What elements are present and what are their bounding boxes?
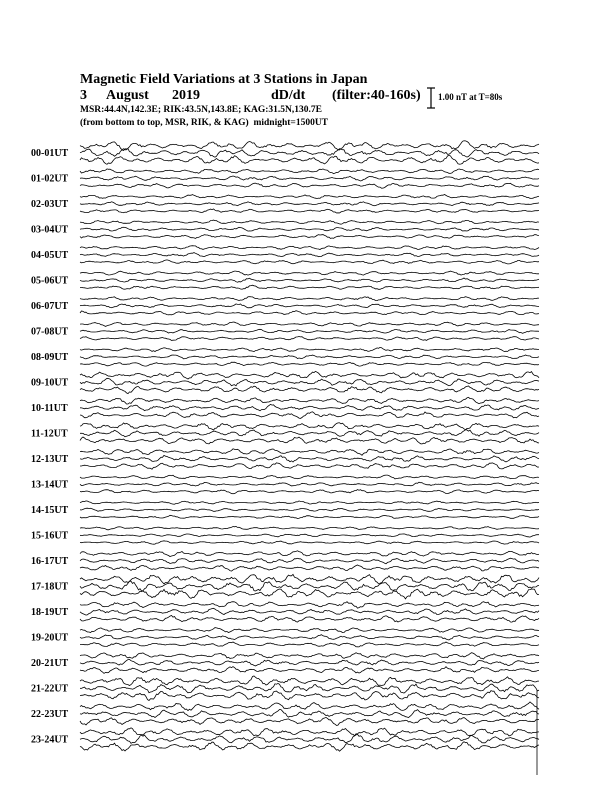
trace-kag [80,475,539,479]
quantity-label: dD/dt [271,88,306,103]
trace-msr [80,337,539,341]
trace-kag [80,397,539,404]
trace-rik [80,430,539,437]
trace-kag [80,297,539,301]
trace-rik [80,304,539,308]
scale-bar [427,88,435,108]
hour-label: 03-04UT [31,224,69,236]
trace-rik [80,635,539,640]
trace-msr [80,541,539,544]
order-note: (from bottom to top, MSR, RIK, & KAG) [80,118,249,128]
hour-label: 19-20UT [31,632,69,644]
hour-label: 22-23UT [31,709,69,720]
trace-kag [80,628,539,633]
hour-label: 00-01UT [31,148,69,159]
date-day: 3 [80,88,87,103]
trace-kag [80,371,539,379]
trace-kag [80,322,539,326]
trace-rik [80,659,539,666]
trace-kag [80,220,539,224]
trace-kag [80,423,539,430]
hour-label: 04-05UT [31,250,69,261]
trace-rik [80,278,539,282]
hour-label: 17-18UT [31,581,69,593]
hour-label: 08-09UT [31,352,69,363]
hour-label: 05-06UT [31,275,69,287]
midnight-note: midnight=1500UT [253,118,329,128]
trace-rik [80,149,539,158]
trace-msr [80,260,539,264]
trace-kag [80,602,539,608]
trace-kag [80,169,539,174]
hour-label: 10-11UT [31,403,68,414]
trace-kag [80,195,539,199]
trace-msr [80,717,539,725]
chart-title: Magnetic Field Variations at 3 Stations in Japan [80,72,368,87]
trace-kag [80,653,539,659]
trace-msr [80,616,539,623]
trace-kag [80,574,539,584]
trace-msr [80,742,539,752]
trace-rik [80,176,539,181]
trace-rik [80,355,539,359]
trace-msr [80,463,539,469]
trace-kag [80,449,539,456]
trace-kag [80,551,539,557]
trace-rik [80,202,539,206]
hour-label: 23-24UT [31,734,69,746]
trace-msr [80,589,539,599]
trace-msr [80,235,539,239]
hour-label: 02-03UT [31,199,69,210]
trace-msr [80,412,539,419]
station-coordinates: MSR:44.4N,142.3E; RIK:43.5N,143.8E; KAG:31.5N,130.7E [80,105,322,115]
trace-rik [80,253,539,257]
trace-rik [80,455,539,462]
hour-label: 18-19UT [31,607,69,618]
trace-msr [80,565,539,571]
filter-label: (filter:40-160s) [332,88,421,103]
trace-kag [80,246,539,250]
trace-rik [80,734,539,743]
trace-rik [80,482,539,486]
trace-kag [80,728,539,736]
trace-msr [80,362,539,366]
date-month: August [106,88,149,103]
hour-label: 14-15UT [31,505,69,516]
trace-msr [80,155,539,164]
hour-label: 06-07UT [31,301,69,312]
trace-msr [80,285,539,289]
trace-rik [80,378,539,386]
hour-label: 11-12UT [31,428,68,440]
trace-rik [80,508,539,511]
trace-kag [80,676,539,686]
trace-msr [80,311,539,315]
trace-msr [80,386,539,394]
hour-label: 07-08UT [31,326,69,338]
trace-msr [80,490,539,494]
trace-kag [80,702,539,711]
hour-label: 15-16UT [31,530,69,542]
trace-kag [80,141,539,150]
hour-label: 01-02UT [31,173,69,185]
trace-rik [80,534,539,537]
trace-msr [80,183,539,188]
trace-kag [80,347,539,351]
hour-label: 20-21UT [31,658,69,669]
hour-label: 09-10UT [31,377,69,389]
trace-rik [80,404,539,411]
scale-label: 1.00 nT at T=80s [438,92,503,102]
hour-label: 16-17UT [31,556,69,567]
trace-msr [80,642,539,647]
trace-msr [80,515,539,518]
trace-msr [80,209,539,213]
trace-msr [80,437,539,444]
date-year: 2019 [172,88,200,103]
hour-label: 21-22UT [31,683,69,695]
trace-rik [80,581,539,591]
hour-label: 13-14UT [31,479,69,491]
trace-rik [80,329,539,333]
trace-kag [80,501,539,504]
trace-rik [80,558,539,564]
trace-kag [80,271,539,275]
trace-kag [80,526,539,529]
hour-label: 12-13UT [31,454,69,465]
trace-rik [80,683,539,693]
trace-rik [80,710,539,718]
trace-rik [80,227,539,231]
trace-msr [80,667,539,674]
trace-rik [80,608,539,615]
